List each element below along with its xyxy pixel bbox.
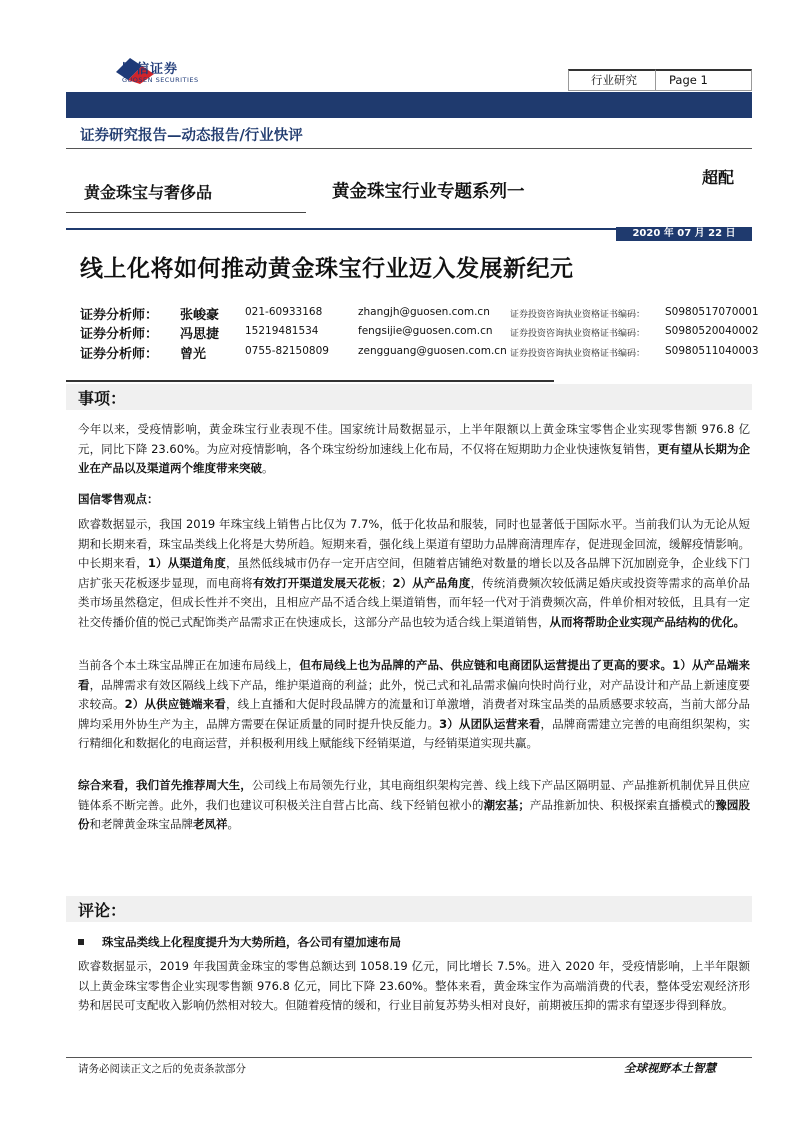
footer-divider — [66, 1057, 752, 1058]
section-header-bg — [66, 896, 752, 922]
analyst-role: 证券分析师： — [80, 347, 159, 362]
section-header-bg — [66, 384, 752, 410]
analyst-role: 证券分析师： — [80, 308, 159, 323]
divider — [66, 148, 752, 149]
analyst-row — [80, 323, 760, 345]
analyst-cert-label: 证券投资咨询执业资格证书编码： — [510, 329, 646, 339]
section-heading-matters: 事项： — [78, 389, 127, 408]
analyst-name: 冯思捷 — [180, 327, 220, 342]
logo-subtitle: GUOSEN SECURITIES — [122, 76, 199, 84]
divider — [66, 212, 306, 213]
sector-label: 黄金珠宝与奢侈品 — [84, 183, 213, 202]
analyst-name: 曾光 — [180, 347, 207, 362]
rating-badge: 超配 — [702, 168, 735, 187]
page-title: 线上化将如何推动黄金珠宝行业迈入发展新纪元 — [80, 255, 574, 282]
header-bar — [66, 92, 752, 118]
analyst-phone: 021-60933168 — [245, 306, 323, 318]
comments-paragraph: 欧睿数据显示，2019 年我国黄金珠宝的零售总额达到 1058.19 亿元，同比增长 7.5%。进入 2020 年，受疫情影响，上半年限额以上黄金珠宝零售企业实现零售额 976.8 亿元，同比下降 23.60%。整体来看，黄金珠宝作为高端消费的代表，整体受宏观经济形势和居民可支配收入影响仍然相对较大。但随着疫情的缓和，行业目前复苏势头相对良好，前期被压抑的需求有望逐步得到释放。 — [78, 959, 750, 1012]
section-heading-comments: 评论： — [78, 901, 127, 920]
view-paragraph-3: 综合来看，我们首先推荐周大生，公司线上布局领先行业，其电商组织架构完善、线上线下产品区隔明显、产品推新机制优异且供应链体系不断完善。此外，我们也建议可积极关注自营占比高、线下经销包袱小的潮宏基；产品推新加快、积极探索直播模式的豫园股份和老牌黄金珠宝品牌老凤祥。 — [78, 778, 751, 831]
analyst-email[interactable]: zhangjh@guosen.com.cn — [358, 306, 490, 318]
footer-slogan: 全球视野本土智慧 — [624, 1061, 716, 1075]
report-type: 证券研究报告—动态报告/行业快评 — [80, 127, 303, 144]
divider — [66, 380, 554, 382]
analyst-cert-label: 证券投资咨询执业资格证书编码： — [510, 310, 646, 320]
series-title: 黄金珠宝行业专题系列一 — [332, 182, 525, 202]
page-number: Page 1 — [655, 69, 752, 91]
footer-disclaimer[interactable]: 请务必阅读正文之后的免责条款部分 — [78, 1063, 246, 1075]
bullet-square-icon — [78, 939, 84, 945]
analyst-role: 证券分析师： — [80, 327, 159, 342]
analyst-phone: 0755-82150809 — [245, 345, 329, 357]
analyst-name: 张峻豪 — [180, 308, 220, 323]
analyst-cert: S0980520040002 — [665, 325, 759, 337]
analyst-cert: S0980517070001 — [665, 306, 759, 318]
industry-research-tag: 行业研究 — [568, 69, 655, 91]
view-subheading: 国信零售观点： — [78, 492, 159, 506]
report-date: 2020 年 07 月 22 日 — [616, 227, 752, 241]
logo-name: 国信证券 — [122, 62, 179, 77]
matters-paragraph: 今年以来，受疫情影响，黄金珠宝行业表现不佳。国家统计局数据显示，上半年限额以上黄金珠宝零售企业实现零售额 976.8 亿元，同比下降 23.60%。为应对疫情影响，各个珠宝纷纷加速线上化布局，不仅将在短期助力企业快速恢复销售，更有望从长期为企业在产品以及渠道两个维度带来突破。 — [78, 422, 751, 475]
view-paragraph-2: 当前各个本土珠宝品牌正在加速布局线上，但布局线上也为品牌的产品、供应链和电商团队运营提出了更高的要求。1）从产品端来看，品牌需求有效区隔线上线下产品，维护渠道商的利益；此外，悦己式和礼品需求偏向快时尚行业，对产品设计和产品上新速度要求较高。2）从供应链端来看，线上直播和大促时段品牌方的流量和订单激增，消费者对珠宝品类的品质感要求较高，当前大部分品牌均采用外协生产为主，品牌方需要在保证质量的同时提升快反能力。3）从团队运营来看，品牌商需建立完善的电商组织架构，实行精细化和数据化的电商运营，并积极利用线上赋能线下经销渠道，与经销渠道实现共赢。 — [78, 658, 751, 750]
analyst-phone: 15219481534 — [245, 325, 319, 337]
bullet-heading: 珠宝品类线上化程度提升为大势所趋，各公司有望加速布局 — [78, 934, 401, 950]
analyst-email[interactable]: zengguang@guosen.com.cn — [358, 345, 507, 357]
analyst-cert: S0980511040003 — [665, 345, 759, 357]
analyst-cert-label: 证券投资咨询执业资格证书编码： — [510, 349, 646, 359]
view-paragraph-1: 欧睿数据显示，我国 2019 年珠宝线上销售占比仅为 7.7%，低于化妆品和服装，同时也显著低于国际水平。当前我们认为无论从短期和长期来看，珠宝品类线上化将是大势所趋。短期来看，强化线上渠道有望助力品牌商清理库存，促进现金回流，缓解疫情影响。中长期来看，1）从渠道角度，虽然低线城市仍存一定开店空间，但随着店铺绝对数量的增长以及各品牌下沉加剧竞争，企业线下门店扩张天花板逐步显现，而电商将有效打开渠道发展天花板；2）从产品角度，传统消费频次较低满足婚庆或投资等需求的高单价品类市场虽然稳定，但成长性并不突出，且相应产品不适合线上渠道销售，而年轻一代对于消费频次高，件单价相对较低，且具有一定社交传播价值的悦己式配饰类产品需求正在快速成长，这部分产品也较为适合线上渠道销售，从而将帮助企业实现产品结构的优化。 — [78, 517, 750, 629]
analyst-row — [80, 343, 760, 365]
analyst-email[interactable]: fengsijie@guosen.com.cn — [358, 325, 493, 337]
